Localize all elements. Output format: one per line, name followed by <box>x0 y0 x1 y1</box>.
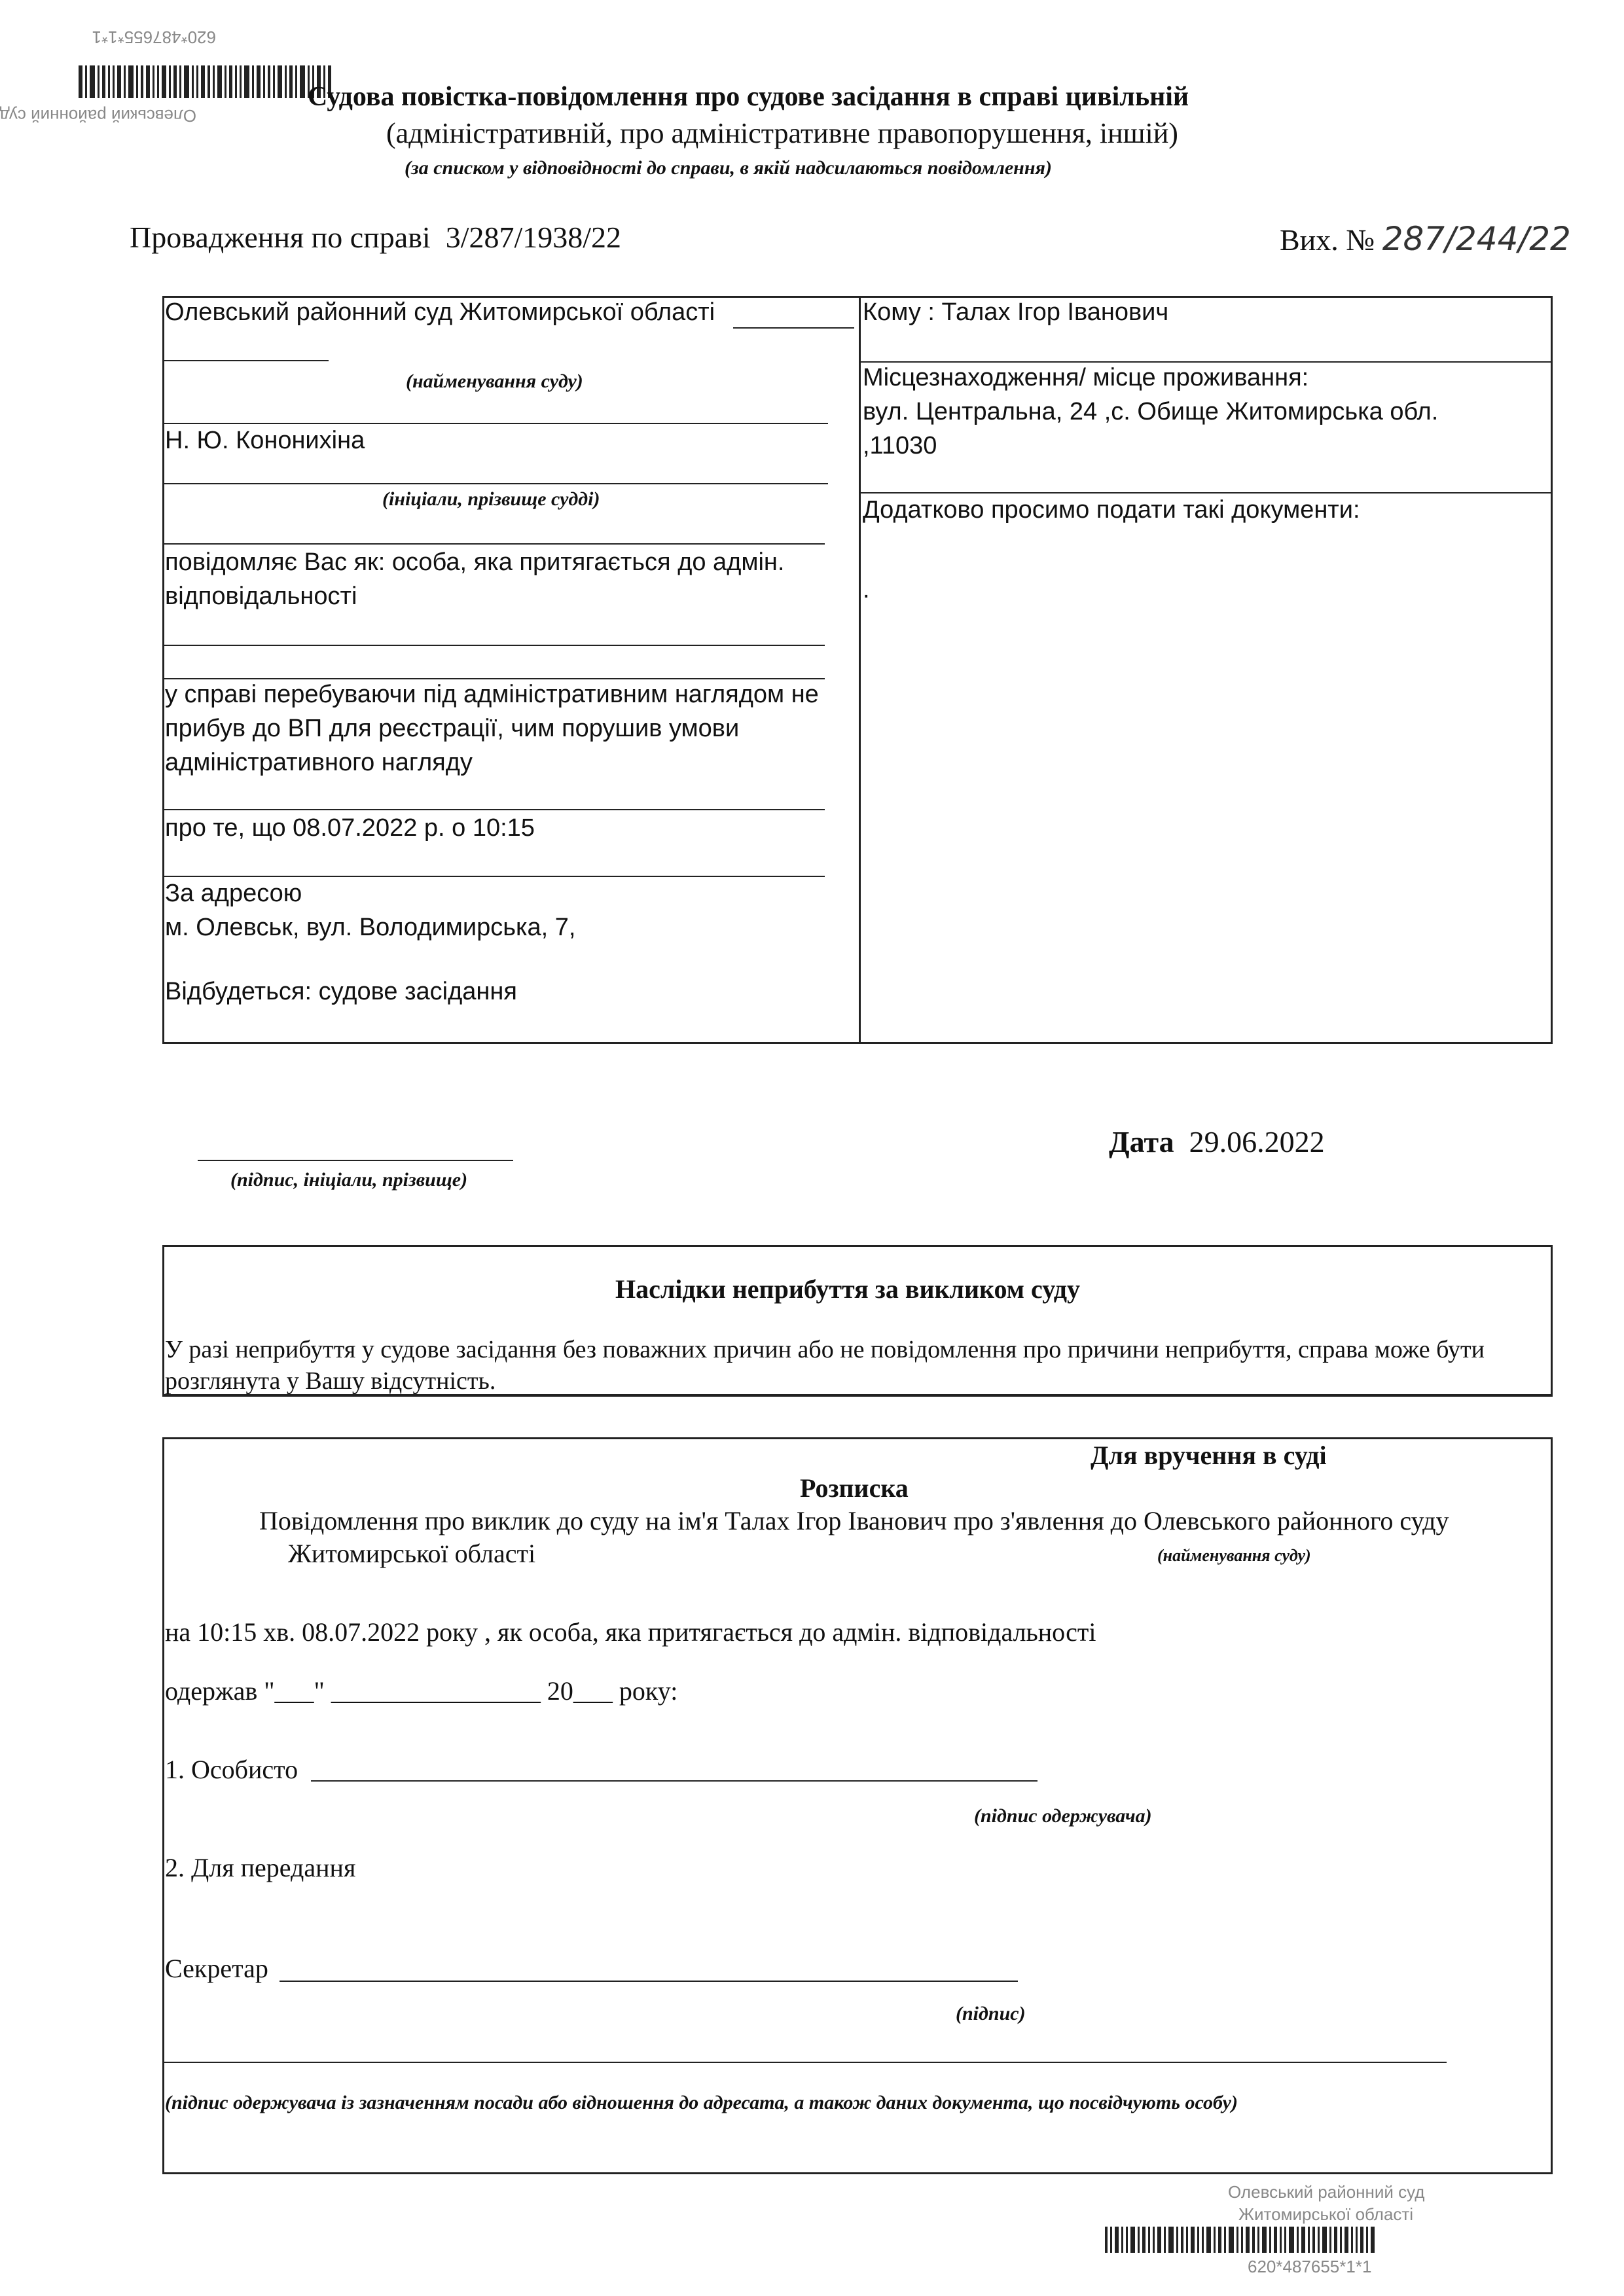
receipt-footer-caption: (підпис одержувача із зазначенням посади або відношення до адресата, а також даних документа, що посвідчують особу) <box>165 2092 1238 2113</box>
issue-date-value: 29.06.2022 <box>1189 1125 1325 1158</box>
extra-documents-value: . <box>863 576 870 603</box>
outgoing-number: Вих. № 287/244/22 <box>1280 220 1571 258</box>
consequences-title: Наслідки неприбуття за викликом суду <box>615 1274 1080 1304</box>
table-divider <box>859 296 861 1044</box>
recipient-address-line-1: вул. Центральна, 24 ,с. Обище Житомирська обл. <box>863 398 1439 425</box>
notify-line-2: відповідальності <box>165 583 357 610</box>
case-line-2: прибув до ВП для реєстрації, чим порушив умови <box>165 715 740 742</box>
document-subtitle: (адміністративній, про адміністративне правопорушення, іншій) <box>386 117 1178 149</box>
for-transfer-label: 2. Для передання <box>165 1853 356 1882</box>
location-label: Місцезнаходження/ місце проживання: <box>863 364 1309 391</box>
address-value: м. Олевськ, вул. Володимирська, 7, <box>165 914 576 941</box>
case-number: 3/287/1938/22 <box>445 221 622 254</box>
signature-caption: (підпис, ініціали, прізвище) <box>230 1169 468 1191</box>
document-title: Судова повістка-повідомлення про судове засідання в справі цивільній <box>308 82 1189 112</box>
top-barcode <box>79 65 334 98</box>
judge-name: Н. Ю. Кононихіна <box>165 427 365 454</box>
hearing-datetime: про те, що 08.07.2022 р. о 10:15 <box>165 814 535 842</box>
secretary-signature-caption: (підпис) <box>956 2003 1026 2024</box>
notify-line-1: повідомляє Вас як: особа, яка притягається до адмін. <box>165 548 785 576</box>
handwritten-out-number: 287/244/22 <box>1382 220 1571 258</box>
personally-label: 1. Особисто <box>165 1755 298 1784</box>
court-caption: (найменування суду) <box>406 370 583 392</box>
recipient-name: Кому : Талах Ігор Іванович <box>863 298 1169 326</box>
case-line-3: адміністративного нагляду <box>165 749 473 776</box>
document-note: (за списком у відповідності до справи, в якій надсилаються повідомлення) <box>405 157 1052 179</box>
consequences-text-1: У разі неприбуття у судове засідання без поважних причин або не повідомлення про причини неприбуття, справа може бути <box>165 1336 1485 1363</box>
recipient-address-line-2: ,11030 <box>863 432 937 459</box>
top-stamp-code: 620*487655*1*1 <box>92 27 216 47</box>
top-stamp-court: Олевський районний суд <box>0 106 196 126</box>
bottom-barcode <box>1105 2227 1377 2253</box>
for-court-delivery: Для вручення в суді <box>1091 1441 1327 1470</box>
issue-date: Дата 29.06.2022 <box>1109 1125 1325 1158</box>
bottom-stamp-code: 620*487655*1*1 <box>1248 2257 1372 2276</box>
case-label: Провадження по справі 3/287/1938/22 <box>130 221 622 254</box>
receipt-court-caption: (найменування суду) <box>1157 1546 1311 1565</box>
extra-documents-label: Додатково просимо подати такі документи: <box>863 496 1360 524</box>
secretary-label: Секретар <box>165 1954 268 1983</box>
receipt-notice-line-2: Житомирської області <box>288 1539 536 1568</box>
recipient-signature-caption: (підпис одержувача) <box>974 1805 1152 1827</box>
received-date-line: одержав "___" ________________ 20___ року: <box>165 1676 678 1706</box>
bottom-stamp-court-line-1: Олевський районний суд <box>1228 2182 1425 2202</box>
receipt-notice-line-1: Повідомлення про виклик до суду на ім'я Талах Ігор Іванович про з'явлення до Олевського районного суду <box>259 1506 1449 1535</box>
judge-caption: (ініціали, прізвище судді) <box>382 488 600 510</box>
receipt-time-line: на 10:15 хв. 08.07.2022 року , як особа, яка притягається до адмін. відповідальності <box>165 1617 1096 1647</box>
address-label: За адресою <box>165 880 302 907</box>
court-name: Олевський районний суд Житомирської області <box>165 298 715 326</box>
case-line-1: у справі перебуваючи під адміністративним наглядом не <box>165 681 819 708</box>
event-type: Відбудеться: судове засідання <box>165 978 517 1005</box>
bottom-stamp-court-line-2: Житомирської області <box>1238 2204 1414 2224</box>
receipt-title: Розписка <box>800 1473 909 1503</box>
consequences-text-2: розглянута у Вашу відсутність. <box>165 1367 496 1395</box>
